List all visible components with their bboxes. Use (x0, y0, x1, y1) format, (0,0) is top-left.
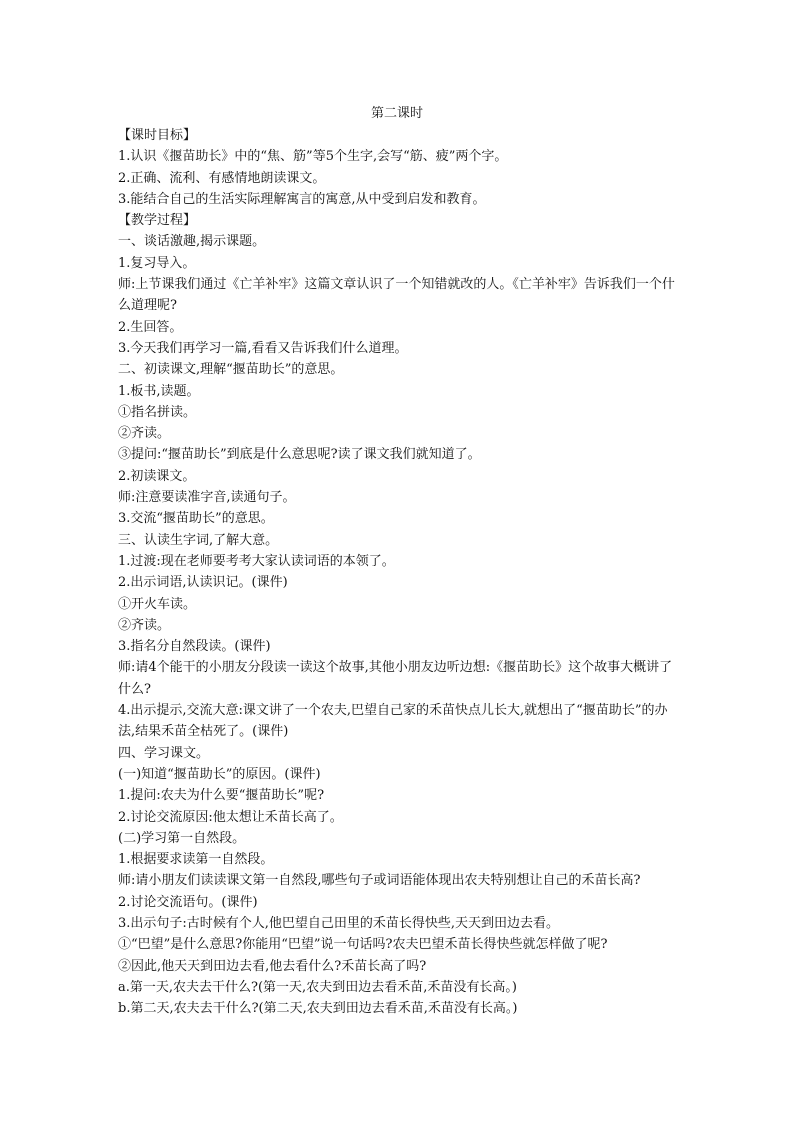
text-line: a.第一天,农夫去干什么?(第一天,农夫到田边去看禾苗,禾苗没有长高。) (118, 979, 517, 995)
text-line: 2.出示词语,认读识记。(课件) (118, 575, 288, 591)
text-line: 师:上节课我们通过《亡羊补牢》这篇文章认识了一个知错就改的人。《亡羊补牢》告诉我们一个什么道理呢? (118, 277, 675, 314)
text-line: 4.出示提示,交流大意:课文讲了一个农夫,巴望自己家的禾苗快点儿长大,就想出了“揠苗助长”的办法,结果禾苗全枯死了。(课件) (118, 703, 668, 740)
text-line: 【教学过程】 (118, 213, 197, 229)
text-line: 1.根据要求读第一自然段。 (118, 852, 274, 868)
text-line: (二)学习第一自然段。 (118, 830, 246, 846)
text-line: 1.提问:农夫为什么要“揠苗助长”呢? (118, 788, 325, 804)
text-line: 二、初读课文,理解“揠苗助长”的意思。 (118, 362, 344, 378)
text-line: ②齐读。 (118, 426, 171, 442)
text-line: 1.复习导入。 (118, 255, 196, 271)
text-line: 一、谈话激趣,揭示课题。 (118, 234, 266, 250)
lesson-body (118, 125, 680, 1019)
text-line: ①“巴望”是什么意思?你能用“巴望”说一句话吗?农夫巴望禾苗长得快些就怎样做了呢? (118, 937, 608, 953)
text-line: (一)知道“揠苗助长”的原因。(课件) (118, 766, 321, 782)
text-line: 1.认识《揠苗助长》中的“焦、筋”等5个生字,会写“筋、疲”两个字。 (118, 149, 508, 165)
text-line: 2.生回答。 (118, 319, 183, 335)
text-line: ③提问:“揠苗助长”到底是什么意思呢?读了课文我们就知道了。 (118, 447, 481, 463)
text-line: 2.初读课文。 (118, 468, 196, 484)
text-line: 1.过渡:现在老师要考考大家认读词语的本领了。 (118, 553, 395, 569)
text-line: 3.今天我们再学习一篇,看看又告诉我们什么道理。 (118, 340, 408, 356)
text-line: 师:请4个能干的小朋友分段读一读这个故事,其他小朋友边听边想:《揠苗助长》这个故事大概讲了什么? (118, 660, 673, 697)
text-line: 1.板书,读题。 (118, 383, 200, 399)
text-line: 三、认读生字词,了解大意。 (118, 532, 279, 548)
text-line: 3.能结合自己的生活实际理解寓言的寓意,从中受到启发和教育。 (118, 191, 486, 207)
text-line: 四、学习课文。 (118, 745, 210, 761)
text-line: 【课时目标】 (118, 128, 197, 143)
text-line: 2.讨论交流语句。(课件) (118, 894, 258, 910)
text-line: ①指名拼读。 (118, 404, 197, 420)
text-line: ②齐读。 (118, 617, 171, 633)
text-line: ①开火车读。 (118, 596, 197, 612)
text-line: 2.正确、流利、有感情地朗读课文。 (118, 170, 326, 186)
text-line: ②因此,他天天到田边去看,他去看什么?禾苗长高了吗? (118, 958, 427, 974)
text-line: 3.交流“揠苗助长”的意思。 (118, 511, 274, 527)
page-title: 第二课时 (370, 106, 423, 121)
text-line: 师:注意要读准字音,读通句子。 (118, 490, 296, 506)
text-line: 3.指名分自然段读。(课件) (118, 639, 271, 655)
text-line: 师:请小朋友们读读课文第一自然段,哪些句子或词语能体现出农夫特别想让自己的禾苗长高? (118, 873, 641, 889)
text-line: 3.出示句子:古时候有个人,他巴望自己田里的禾苗长得快些,天天到田边去看。 (118, 915, 560, 931)
text-line: b.第二天,农夫去干什么?(第二天,农夫到田边去看禾苗,禾苗没有长高。) (118, 1001, 518, 1017)
text-line: 2.讨论交流原因:他太想让禾苗长高了。 (118, 809, 343, 825)
